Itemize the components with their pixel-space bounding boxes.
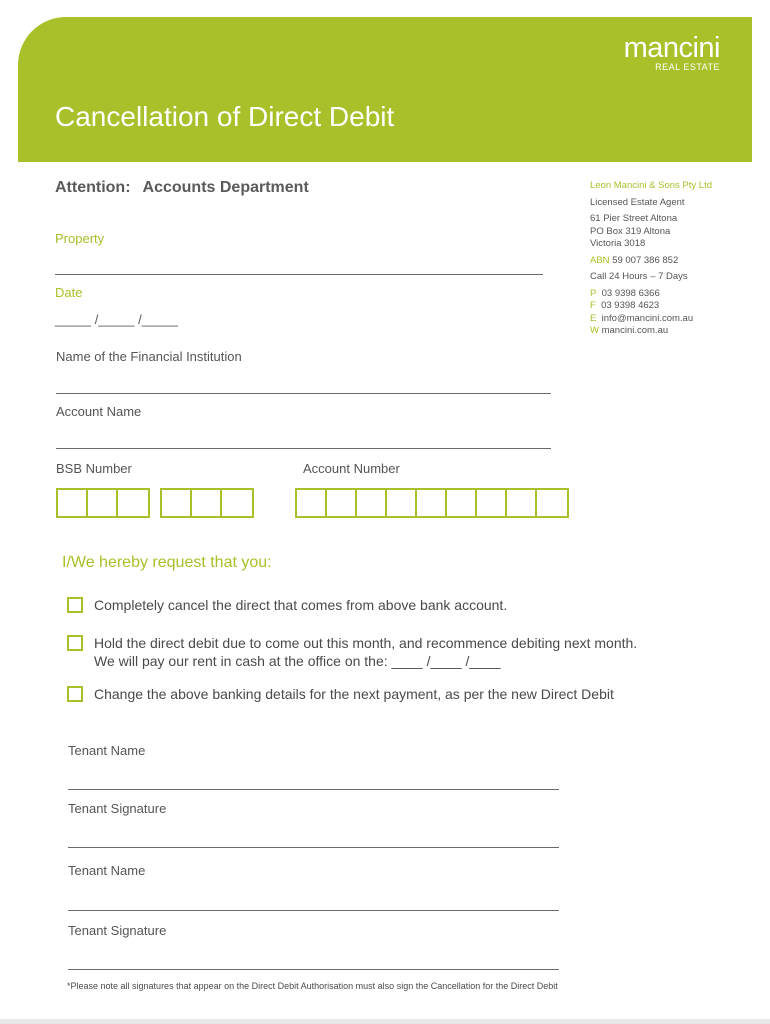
company-address-1: 61 Pier Street Altona — [590, 213, 678, 224]
web-label: W — [590, 325, 599, 336]
account-number-label: Account Number — [303, 461, 400, 476]
option-cancel-checkbox[interactable] — [67, 597, 83, 613]
email-label: E — [590, 312, 597, 324]
option-hold[interactable] — [67, 634, 637, 670]
bsb-boxes-group-2[interactable] — [160, 488, 254, 518]
institution-label: Name of the Financial Institution — [56, 349, 242, 364]
tenant-name-label-1: Tenant Name — [68, 743, 146, 758]
bsb-digit-box[interactable] — [88, 490, 118, 516]
company-web — [590, 325, 712, 338]
company-address-2: PO Box 319 Altona — [590, 225, 671, 237]
tenant-signature-label-2: Tenant Signature — [68, 923, 167, 938]
header-banner — [18, 17, 752, 162]
account-number-boxes[interactable] — [295, 488, 569, 518]
account-name-field[interactable] — [56, 448, 551, 449]
page-bottom-edge — [0, 1019, 770, 1024]
abn-label: ABN — [590, 254, 610, 266]
tenant-name-label-2: Tenant Name — [68, 863, 146, 878]
company-role: Licensed Estate Agent — [590, 196, 685, 208]
option-cancel-text: Completely cancel the direct that comes from above bank account. — [94, 597, 508, 613]
company-abn — [590, 255, 712, 268]
bsb-digit-box[interactable] — [118, 490, 148, 516]
company-hours: Call 24 Hours – 7 Days — [590, 271, 688, 282]
option-hold-checkbox[interactable] — [67, 635, 83, 651]
attention-label: Attention: — [55, 179, 131, 196]
request-heading: I/We hereby request that you: — [62, 554, 272, 571]
account-digit-box[interactable] — [387, 490, 417, 516]
bsb-digit-box[interactable] — [222, 490, 252, 516]
account-digit-box[interactable] — [537, 490, 567, 516]
bsb-digit-box[interactable] — [58, 490, 88, 516]
option-hold-text-line2: We will pay our rent in cash at the office on the: ____ /____ /____ — [94, 653, 501, 669]
date-label: Date — [55, 285, 83, 300]
footnote: *Please note all signatures that appear on the Direct Debit Authorisation must also sign the Cancellation for the Direct Debit — [67, 981, 558, 991]
account-digit-box[interactable] — [327, 490, 357, 516]
company-logo — [624, 32, 720, 72]
phone-label: P — [590, 287, 597, 299]
option-change[interactable] — [67, 685, 614, 703]
account-digit-box[interactable] — [357, 490, 387, 516]
date-field[interactable]: _____ /_____ /_____ — [55, 312, 178, 327]
account-name-label: Account Name — [56, 404, 142, 419]
tenant-name-field-1[interactable] — [68, 789, 559, 790]
fax-label: F — [590, 300, 596, 311]
company-email — [590, 313, 712, 326]
bsb-label: BSB Number — [56, 461, 132, 476]
tenant-signature-field-1[interactable] — [68, 847, 559, 848]
account-digit-box[interactable] — [417, 490, 447, 516]
company-details — [590, 180, 712, 338]
company-phone — [590, 288, 712, 301]
logo-subtitle: REAL ESTATE — [655, 62, 720, 72]
option-hold-text: Hold the direct debit due to come out this month, and recommence debiting next month. — [94, 635, 638, 651]
institution-field[interactable] — [56, 393, 551, 394]
attention-value: Accounts Department — [142, 179, 309, 196]
account-digit-box[interactable] — [507, 490, 537, 516]
option-change-checkbox[interactable] — [67, 686, 83, 702]
property-label: Property — [55, 231, 105, 246]
account-digit-box[interactable] — [447, 490, 477, 516]
account-digit-box[interactable] — [297, 490, 327, 516]
account-digit-box[interactable] — [477, 490, 507, 516]
tenant-signature-field-2[interactable] — [68, 969, 559, 970]
fax-value: 03 9398 4623 — [601, 300, 660, 311]
company-fax — [590, 300, 712, 313]
web-value[interactable]: mancini.com.au — [601, 325, 669, 336]
page-title: Cancellation of Direct Debit — [55, 101, 395, 132]
logo-wordmark: mancini — [623, 32, 720, 64]
company-name: Leon Mancini & Sons Pty Ltd — [590, 180, 712, 191]
bsb-boxes-group-1[interactable] — [56, 488, 150, 518]
attention-line — [55, 179, 309, 197]
bsb-digit-box[interactable] — [162, 490, 192, 516]
email-value[interactable]: info@mancini.com.au — [601, 312, 694, 324]
bsb-digit-box[interactable] — [192, 490, 222, 516]
abn-value: 59 007 386 852 — [612, 254, 679, 266]
company-address-3: Victoria 3018 — [590, 238, 646, 249]
option-cancel[interactable] — [67, 596, 507, 614]
phone-value: 03 9398 6366 — [601, 287, 660, 299]
option-change-text: Change the above banking details for the next payment, as per the new Direct Debit — [94, 686, 614, 702]
tenant-name-field-2[interactable] — [68, 910, 559, 911]
tenant-signature-label-1: Tenant Signature — [68, 801, 167, 816]
property-field[interactable] — [55, 274, 543, 275]
